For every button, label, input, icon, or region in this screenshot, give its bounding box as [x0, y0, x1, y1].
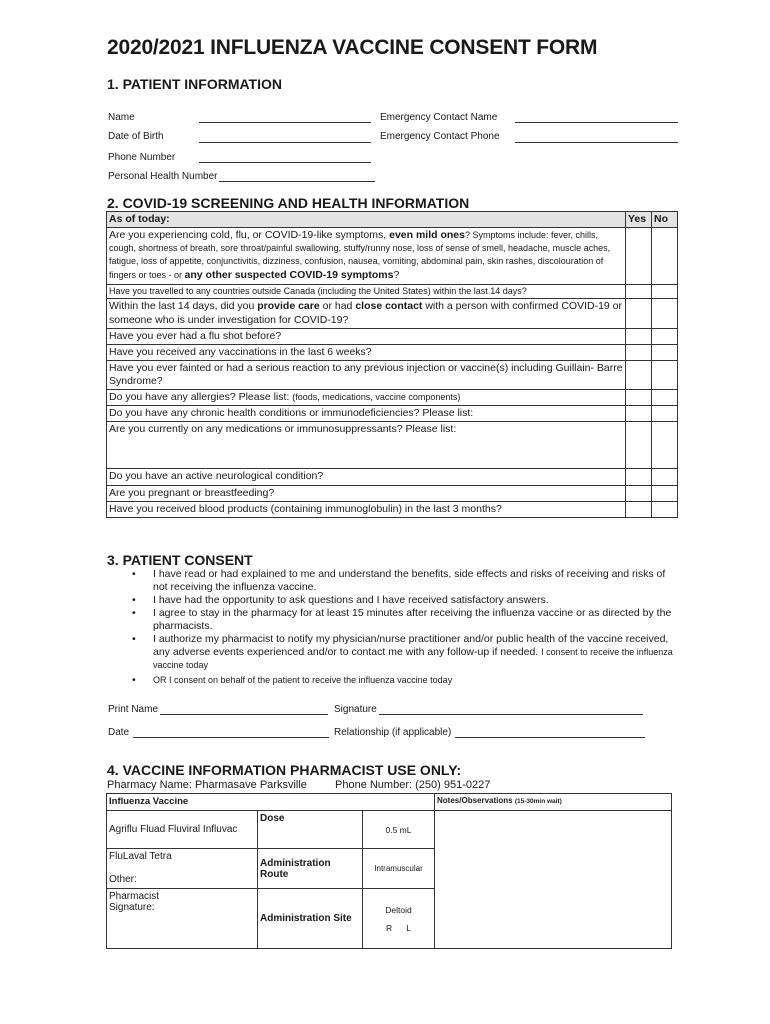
- no-checkbox[interactable]: [652, 422, 678, 469]
- question-travel: Have you travelled to any countries outside Canada (including the United States) within the last 14 days?: [107, 285, 626, 299]
- question-pregnant: Are you pregnant or breastfeeding?: [107, 485, 626, 501]
- bullet-icon: •: [132, 674, 136, 686]
- relationship-field[interactable]: [455, 737, 645, 738]
- no-checkbox[interactable]: [652, 285, 678, 299]
- yes-checkbox[interactable]: [626, 328, 652, 344]
- print-name-field[interactable]: [160, 714, 328, 715]
- no-header: No: [652, 212, 678, 228]
- yes-checkbox[interactable]: [626, 390, 652, 406]
- question-chronic-conditions: Do you have any chronic health conditions or immunodeficiencies? Please list:: [107, 406, 626, 422]
- yes-checkbox[interactable]: [626, 406, 652, 422]
- bullet-icon: •: [132, 594, 136, 606]
- phone-field[interactable]: [199, 162, 371, 163]
- vaccine-brands-cell-2: FluLaval Tetra Other:: [107, 849, 258, 889]
- emergency-phone-label: Emergency Contact Phone: [380, 131, 500, 142]
- as-of-today-header: As of today:: [107, 212, 626, 228]
- section-patient-info-heading: 1. PATIENT INFORMATION: [107, 76, 282, 92]
- relationship-label: Relationship (if applicable): [334, 727, 452, 738]
- site-value: Deltoid R L: [363, 889, 435, 949]
- yes-checkbox[interactable]: [626, 422, 652, 469]
- consent-item: • I have read or had explained to me and understand the benefits, side effects and risks of receiving and risks of not receiving the influenza vaccine.: [132, 568, 666, 593]
- notes-header: Notes/Observations (15-30min wait): [435, 794, 672, 811]
- question-close-contact: Within the last 14 days, did you provide care or had close contact with a person with confirmed COVID-19 or someone who is under investigation for COVID-19?: [107, 299, 626, 328]
- pharmacy-phone: Phone Number: (250) 951-0227: [335, 779, 491, 791]
- influenza-vaccine-header: Influenza Vaccine: [107, 794, 435, 811]
- section-covid-heading: 2. COVID-19 SCREENING AND HEALTH INFORMATION: [107, 195, 470, 211]
- notes-cell[interactable]: [435, 811, 672, 949]
- dose-value: 0.5 mL: [363, 811, 435, 849]
- no-checkbox[interactable]: [652, 344, 678, 360]
- no-checkbox[interactable]: [652, 485, 678, 501]
- date-label: Date: [108, 727, 130, 738]
- question-fainted: Have you ever fainted or had a serious reaction to any previous injection or vaccine(s) including Guillain- Barre Syndrome?: [107, 360, 626, 389]
- vaccine-brands-cell: Agriflu Fluad Fluviral Influvac: [107, 811, 258, 849]
- yes-checkbox[interactable]: [626, 228, 652, 285]
- site-label: Administration Site: [258, 889, 363, 949]
- signature-field[interactable]: [379, 714, 643, 715]
- dob-label: Date of Birth: [108, 131, 164, 142]
- print-name-label: Print Name: [108, 704, 159, 715]
- emergency-name-field[interactable]: [515, 122, 678, 123]
- form-title: 2020/2021 INFLUENZA VACCINE CONSENT FORM: [107, 36, 598, 59]
- yes-checkbox[interactable]: [626, 469, 652, 485]
- section-vaccine-heading: 4. VACCINE INFORMATION PHARMACIST USE ONLY:: [107, 762, 462, 778]
- question-flu-shot: Have you ever had a flu shot before?: [107, 328, 626, 344]
- emergency-phone-field[interactable]: [515, 142, 678, 143]
- section-consent-heading: 3. PATIENT CONSENT: [107, 552, 253, 568]
- route-label: Administration Route: [258, 849, 363, 889]
- consent-list: [108, 568, 678, 687]
- yes-checkbox[interactable]: [626, 344, 652, 360]
- yes-checkbox[interactable]: [626, 285, 652, 299]
- phn-field[interactable]: [219, 181, 375, 182]
- question-allergies: Do you have any allergies? Please list: (foods, medications, vaccine components): [107, 390, 626, 406]
- name-label: Name: [108, 112, 135, 123]
- bullet-icon: •: [132, 607, 136, 619]
- question-blood-products: Have you received blood products (containing immunoglobulin) in the last 3 months?: [107, 501, 626, 517]
- no-checkbox[interactable]: [652, 328, 678, 344]
- vaccine-info-table: [106, 793, 672, 949]
- yes-checkbox[interactable]: [626, 501, 652, 517]
- consent-item: • I authorize my pharmacist to notify my physician/nurse practitioner and/or public health of the vaccine received, any adverse events experienced and/or to contact me with any follow-up if needed. I consent to receive the influenza vaccine today: [132, 633, 673, 670]
- pharmacist-signature-cell[interactable]: Pharmacist Signature:: [107, 889, 258, 949]
- date-field[interactable]: [133, 737, 329, 738]
- no-checkbox[interactable]: [652, 299, 678, 328]
- yes-checkbox[interactable]: [626, 299, 652, 328]
- signature-label: Signature: [334, 704, 377, 715]
- consent-item: • I have had the opportunity to ask questions and I have received satisfactory answers.: [132, 594, 549, 606]
- no-checkbox[interactable]: [652, 228, 678, 285]
- route-value: Intramuscular: [363, 849, 435, 889]
- phone-label: Phone Number: [108, 152, 176, 163]
- yes-checkbox[interactable]: [626, 485, 652, 501]
- covid-screening-table: [106, 211, 678, 518]
- no-checkbox[interactable]: [652, 501, 678, 517]
- bullet-icon: •: [132, 633, 136, 645]
- question-neurological: Do you have an active neurological condition?: [107, 469, 626, 485]
- phn-label: Personal Health Number: [108, 171, 218, 182]
- question-symptoms: Are you experiencing cold, flu, or COVID-19-like symptoms, even mild ones? Symptoms include: fever, chills, cough, shortness of breath, sore throat/painful swallowing, stuffy/runny nose, loss of sense of smell, headache, muscle aches, fatigue, loss of appetite, conjunctivitis, dizziness, confusion, nausea, vomiting, abdominal pain, skin rashes, discolouration of fingers or toes - or any other suspected COVID-19 symptoms?: [107, 228, 626, 285]
- question-medications: Are you currently on any medications or immunosuppressants? Please list:: [107, 422, 626, 469]
- question-vaccinations: Have you received any vaccinations in the last 6 weeks?: [107, 344, 626, 360]
- pharmacy-name: Pharmacy Name: Pharmasave Parksville: [107, 779, 307, 791]
- name-field[interactable]: [199, 122, 371, 123]
- dose-label: Dose: [258, 811, 363, 849]
- yes-checkbox[interactable]: [626, 360, 652, 389]
- emergency-name-label: Emergency Contact Name: [380, 112, 498, 123]
- yes-header: Yes: [626, 212, 652, 228]
- no-checkbox[interactable]: [652, 360, 678, 389]
- no-checkbox[interactable]: [652, 469, 678, 485]
- no-checkbox[interactable]: [652, 406, 678, 422]
- consent-item: • OR I consent on behalf of the patient to receive the influenza vaccine today: [132, 674, 453, 686]
- consent-item: • I agree to stay in the pharmacy for at least 15 minutes after receiving the influenza vaccine or as directed by the pharmacists.: [132, 607, 672, 632]
- no-checkbox[interactable]: [652, 390, 678, 406]
- bullet-icon: •: [132, 568, 136, 580]
- dob-field[interactable]: [199, 142, 371, 143]
